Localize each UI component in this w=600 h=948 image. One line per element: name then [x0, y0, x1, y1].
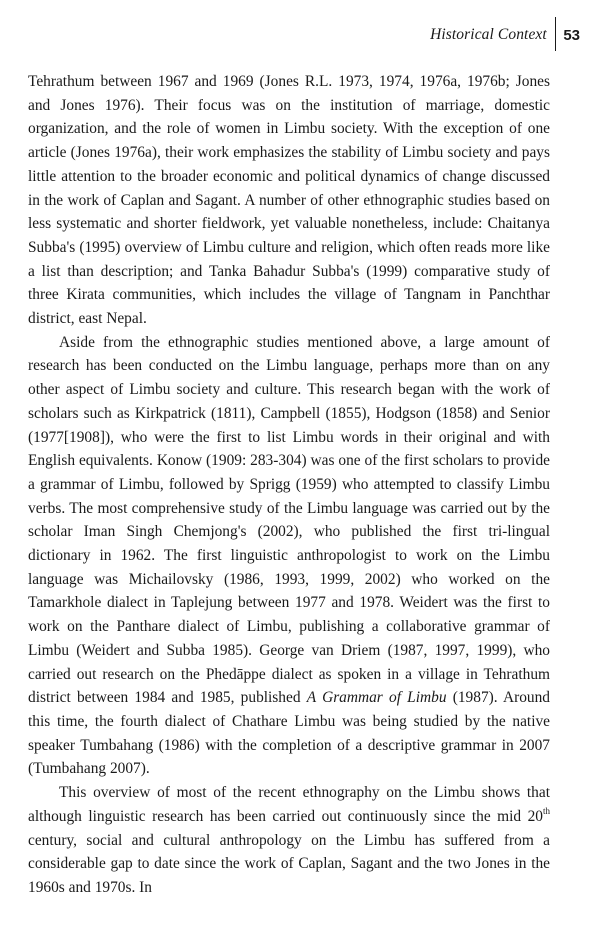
- paragraph-3: [28, 781, 550, 900]
- running-head: [430, 16, 580, 52]
- paragraph-3-text-end: century, social and cultural anthropology on the Limbu has suffered from a considerable gap to date since the work of Caplan, Sagant and the two Jones in the 1960s and 1970s. In: [28, 831, 550, 896]
- running-title: Historical Context: [430, 26, 547, 43]
- paragraph-3-text: This overview of most of the recent ethnography on the Limbu shows that although linguistic research has been carried out continuously since the mid 20: [28, 784, 550, 825]
- superscript-ordinal: th: [542, 805, 550, 816]
- paragraph-2: [28, 331, 550, 781]
- paragraph-2-text: Aside from the ethnographic studies mentioned above, a large amount of research has been conducted on the Limbu language, perhaps more than on any other aspect of Limbu society and culture. This research began with the work of scholars such as Kirkpatrick (1811), Campbell (1855), Hodgson (1858) and Senior (1977[1908]), who were the first to list Limbu words in their original and with English equivalents. Konow (1909: 283-304) was one of the first scholars to provide a grammar of Limbu, followed by Sprigg (1959) who attempted to classify Limbu verbs. The most comprehensive study of the Limbu language was carried out by the scholar Iman Singh Chemjong's (2002), who published the first tri-lingual dictionary in 1962. The first linguistic anthropologist to work on the Limbu language was Michailovsky (1986, 1993, 1999, 2002) who worked on the Tamarkhole dialect in Taplejung between 1977 and 1978. Weidert was the first to work on the Panthare dialect of Limbu, publishing a collaborative grammar of Limbu (Weidert and Subba 1985). George van Driem (1987, 1997, 1999), who carried out research on the Phedāppe dialect as spoken in a village in Tehrathum district between 1984 and 1985, published: [28, 333, 550, 707]
- paragraph-2-text-end: (1987). Around this time, the fourth dialect of Chathare Limbu was being studied by the native speaker Tumbahang (1986) with the completion of a descriptive grammar in 2007 (Tumbahang 2007).: [28, 689, 550, 778]
- paragraph-1: Tehrathum between 1967 and 1969 (Jones R.L. 1973, 1974, 1976a, 1976b; Jones and Jones 1976). Their focus was on the institution of marriage, domestic organization, and the role of women in Limbu society. With the exception of one article (Jones 1976a), their work emphasizes the stability of Limbu society and pays little attention to the broader economic and political dynamics of change discussed in the work of Caplan and Sagant. A number of other ethnographic studies based on less systematic and shorter fieldwork, yet valuable nonetheless, include: Chaitanya Subba's (1995) overview of Limbu culture and religion, which often reads more like a list than description; and Tanka Bahadur Subba's (1999) comparative study of three Kirata communities, which includes the village of Tangnam in Panchthar district, east Nepal.: [28, 73, 550, 328]
- page-number: 53: [563, 26, 580, 44]
- body-text: [28, 70, 550, 900]
- book-title: A Grammar of Limbu: [306, 689, 447, 707]
